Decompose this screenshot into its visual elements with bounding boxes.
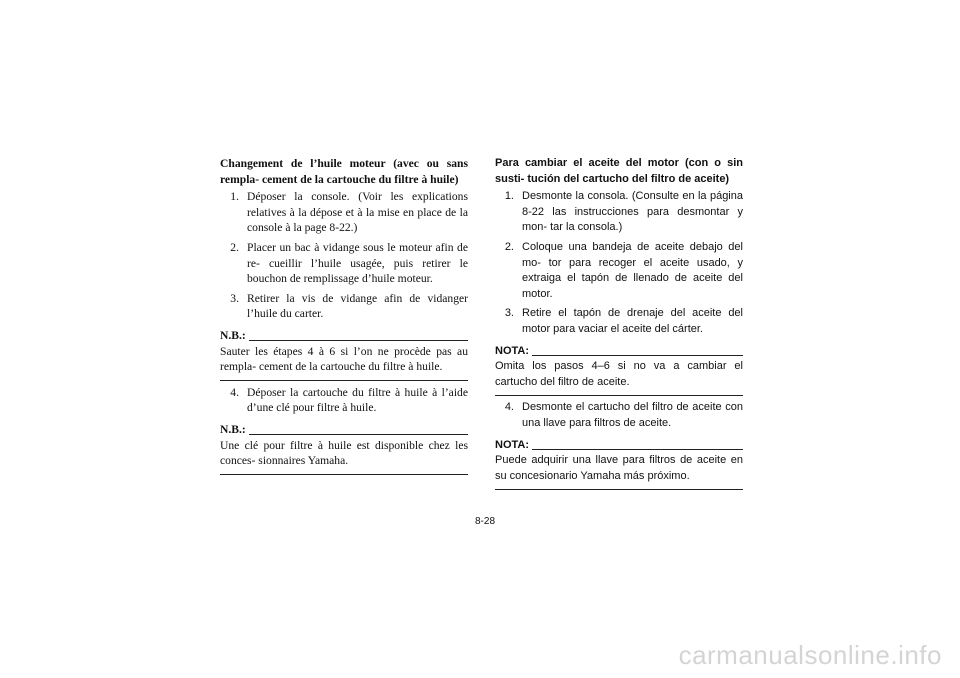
step-text: Desmonte la consola. (Consulte en la página 8-22 las instrucciones para desmontar y mon- tar la consola.)	[522, 190, 743, 234]
page-number: 8-28	[474, 516, 495, 527]
step-number: 3.	[230, 291, 239, 305]
list-item	[220, 240, 468, 287]
list-item	[220, 291, 468, 322]
note-label: N.B.:	[220, 328, 246, 342]
list-item	[495, 306, 743, 337]
step-text: Retire el tapón de drenaje del aceite del motor para vaciar el aceite del cárter.	[522, 307, 743, 335]
list-item	[220, 189, 468, 236]
note-rule	[249, 434, 468, 435]
divider	[495, 489, 743, 490]
watermark: carmanualsonline.info	[678, 640, 942, 670]
list-item	[495, 189, 743, 236]
note-text: Une clé pour filtre à huile est disponible chez les conces- sionnaires Yamaha.	[220, 438, 468, 468]
note-label: N.B.:	[220, 422, 246, 436]
note-label: NOTA:	[495, 438, 530, 451]
spanish-column	[495, 156, 743, 494]
step-text: Retirer la vis de vidange afin de vidanger l’huile du carter.	[247, 291, 468, 321]
list-item	[495, 240, 743, 302]
section-heading: Para cambiar el aceite del motor (con o sin susti- tución del cartucho del filtro de aceite)	[495, 157, 743, 185]
step-text: Déposer la console. (Voir les explications relatives à la dépose et à la mise en place de la console à la page 8-22.)	[247, 190, 468, 235]
note-header	[495, 438, 743, 454]
step-text: Coloque una bandeja de aceite debajo del mo- tor para recoger el aceite usado, y extraiga el tapón de llenado de aceite del motor.	[522, 240, 743, 300]
step-number: 2.	[504, 240, 514, 253]
note-text: Puede adquirir una llave para filtros de aceite en su concesionario Yamaha más próximo.	[495, 454, 743, 482]
step-number: 4.	[504, 401, 514, 414]
divider	[220, 380, 468, 381]
divider	[495, 395, 743, 396]
step-text: Placer un bac à vidange sous le moteur afin de re- cueillir l’huile usagée, puis retirer le bouchon de remplissage d’huile moteur.	[247, 240, 468, 286]
step-number: 1.	[230, 190, 239, 204]
step-number: 4.	[230, 385, 239, 399]
french-column	[220, 156, 468, 479]
divider	[220, 474, 468, 475]
note-rule	[249, 340, 468, 341]
section-heading: Changement de l’huile moteur (avec ou sans rempla- cement de la cartouche du filtre à huile)	[220, 157, 468, 186]
note-rule	[532, 449, 743, 450]
step-text: Desmonte el cartucho del filtro de aceite con una llave para filtros de aceite.	[522, 401, 743, 429]
list-item	[495, 400, 743, 431]
list-item	[220, 385, 468, 416]
step-number: 3.	[504, 307, 514, 320]
note-label: NOTA:	[495, 344, 530, 357]
note-rule	[532, 355, 743, 356]
note-text: Omita los pasos 4–6 si no va a cambiar el cartucho del filtro de aceite.	[495, 360, 743, 388]
note-header	[495, 344, 743, 360]
step-text: Déposer la cartouche du filtre à huile à l’aide d’une clé pour filtre à huile.	[247, 385, 468, 415]
step-number: 1.	[504, 190, 514, 203]
note-header	[220, 328, 468, 344]
step-number: 2.	[230, 240, 239, 254]
note-text: Sauter les étapes 4 à 6 si l’on ne procède pas au rempla- cement de la cartouche du filtre à huile.	[220, 344, 468, 374]
note-header	[220, 422, 468, 438]
